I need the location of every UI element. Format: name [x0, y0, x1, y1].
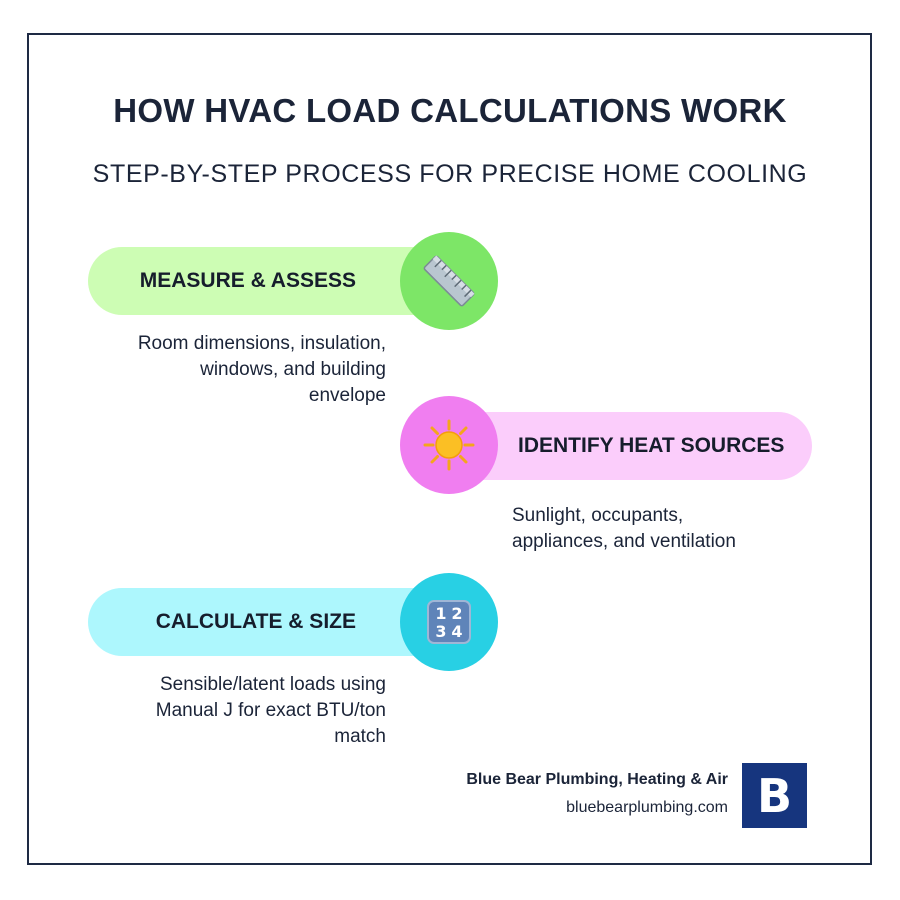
page-subtitle: STEP-BY-STEP PROCESS FOR PRECISE HOME COOLING: [92, 160, 808, 188]
company-url[interactable]: bluebearplumbing.com: [566, 799, 728, 816]
description-line: Manual J for exact BTU/ton: [155, 700, 386, 721]
description-line: envelope: [308, 385, 386, 406]
description-line: match: [334, 726, 386, 747]
icon-digit: 1: [435, 603, 447, 623]
step-measure-assess-description: [66, 331, 386, 409]
ruler-icon: [419, 251, 479, 311]
step-measure-assess-circle: [400, 232, 498, 330]
step-calculate-size-circle: [400, 573, 498, 671]
page-title: HOW HVAC LOAD CALCULATIONS WORK: [113, 92, 787, 129]
step-identify-heat-circle: [400, 396, 498, 494]
step-calculate-size-description: [66, 672, 386, 750]
description-line: Sensible/latent loads using: [159, 674, 386, 695]
numbers-1234-icon: [427, 600, 471, 644]
description-line: appliances, and ventilation: [512, 531, 736, 552]
icon-digit: 2: [451, 603, 463, 623]
step-label: IDENTIFY HEAT SOURCES: [518, 434, 785, 457]
description-line: Sunlight, occupants,: [512, 505, 684, 526]
step-label: CALCULATE & SIZE: [155, 610, 356, 633]
company-logo: [742, 763, 807, 828]
company-name: Blue Bear Plumbing, Heating & Air: [466, 771, 728, 788]
step-label: MEASURE & ASSESS: [139, 269, 356, 292]
icon-digit: 3: [435, 621, 447, 641]
icon-digit: 4: [451, 621, 463, 641]
logo-letter: B: [756, 768, 793, 823]
sun-icon: [422, 418, 476, 472]
description-line: Room dimensions, insulation,: [137, 333, 386, 354]
step-identify-heat-description: [512, 503, 812, 555]
description-line: windows, and building: [200, 359, 386, 380]
